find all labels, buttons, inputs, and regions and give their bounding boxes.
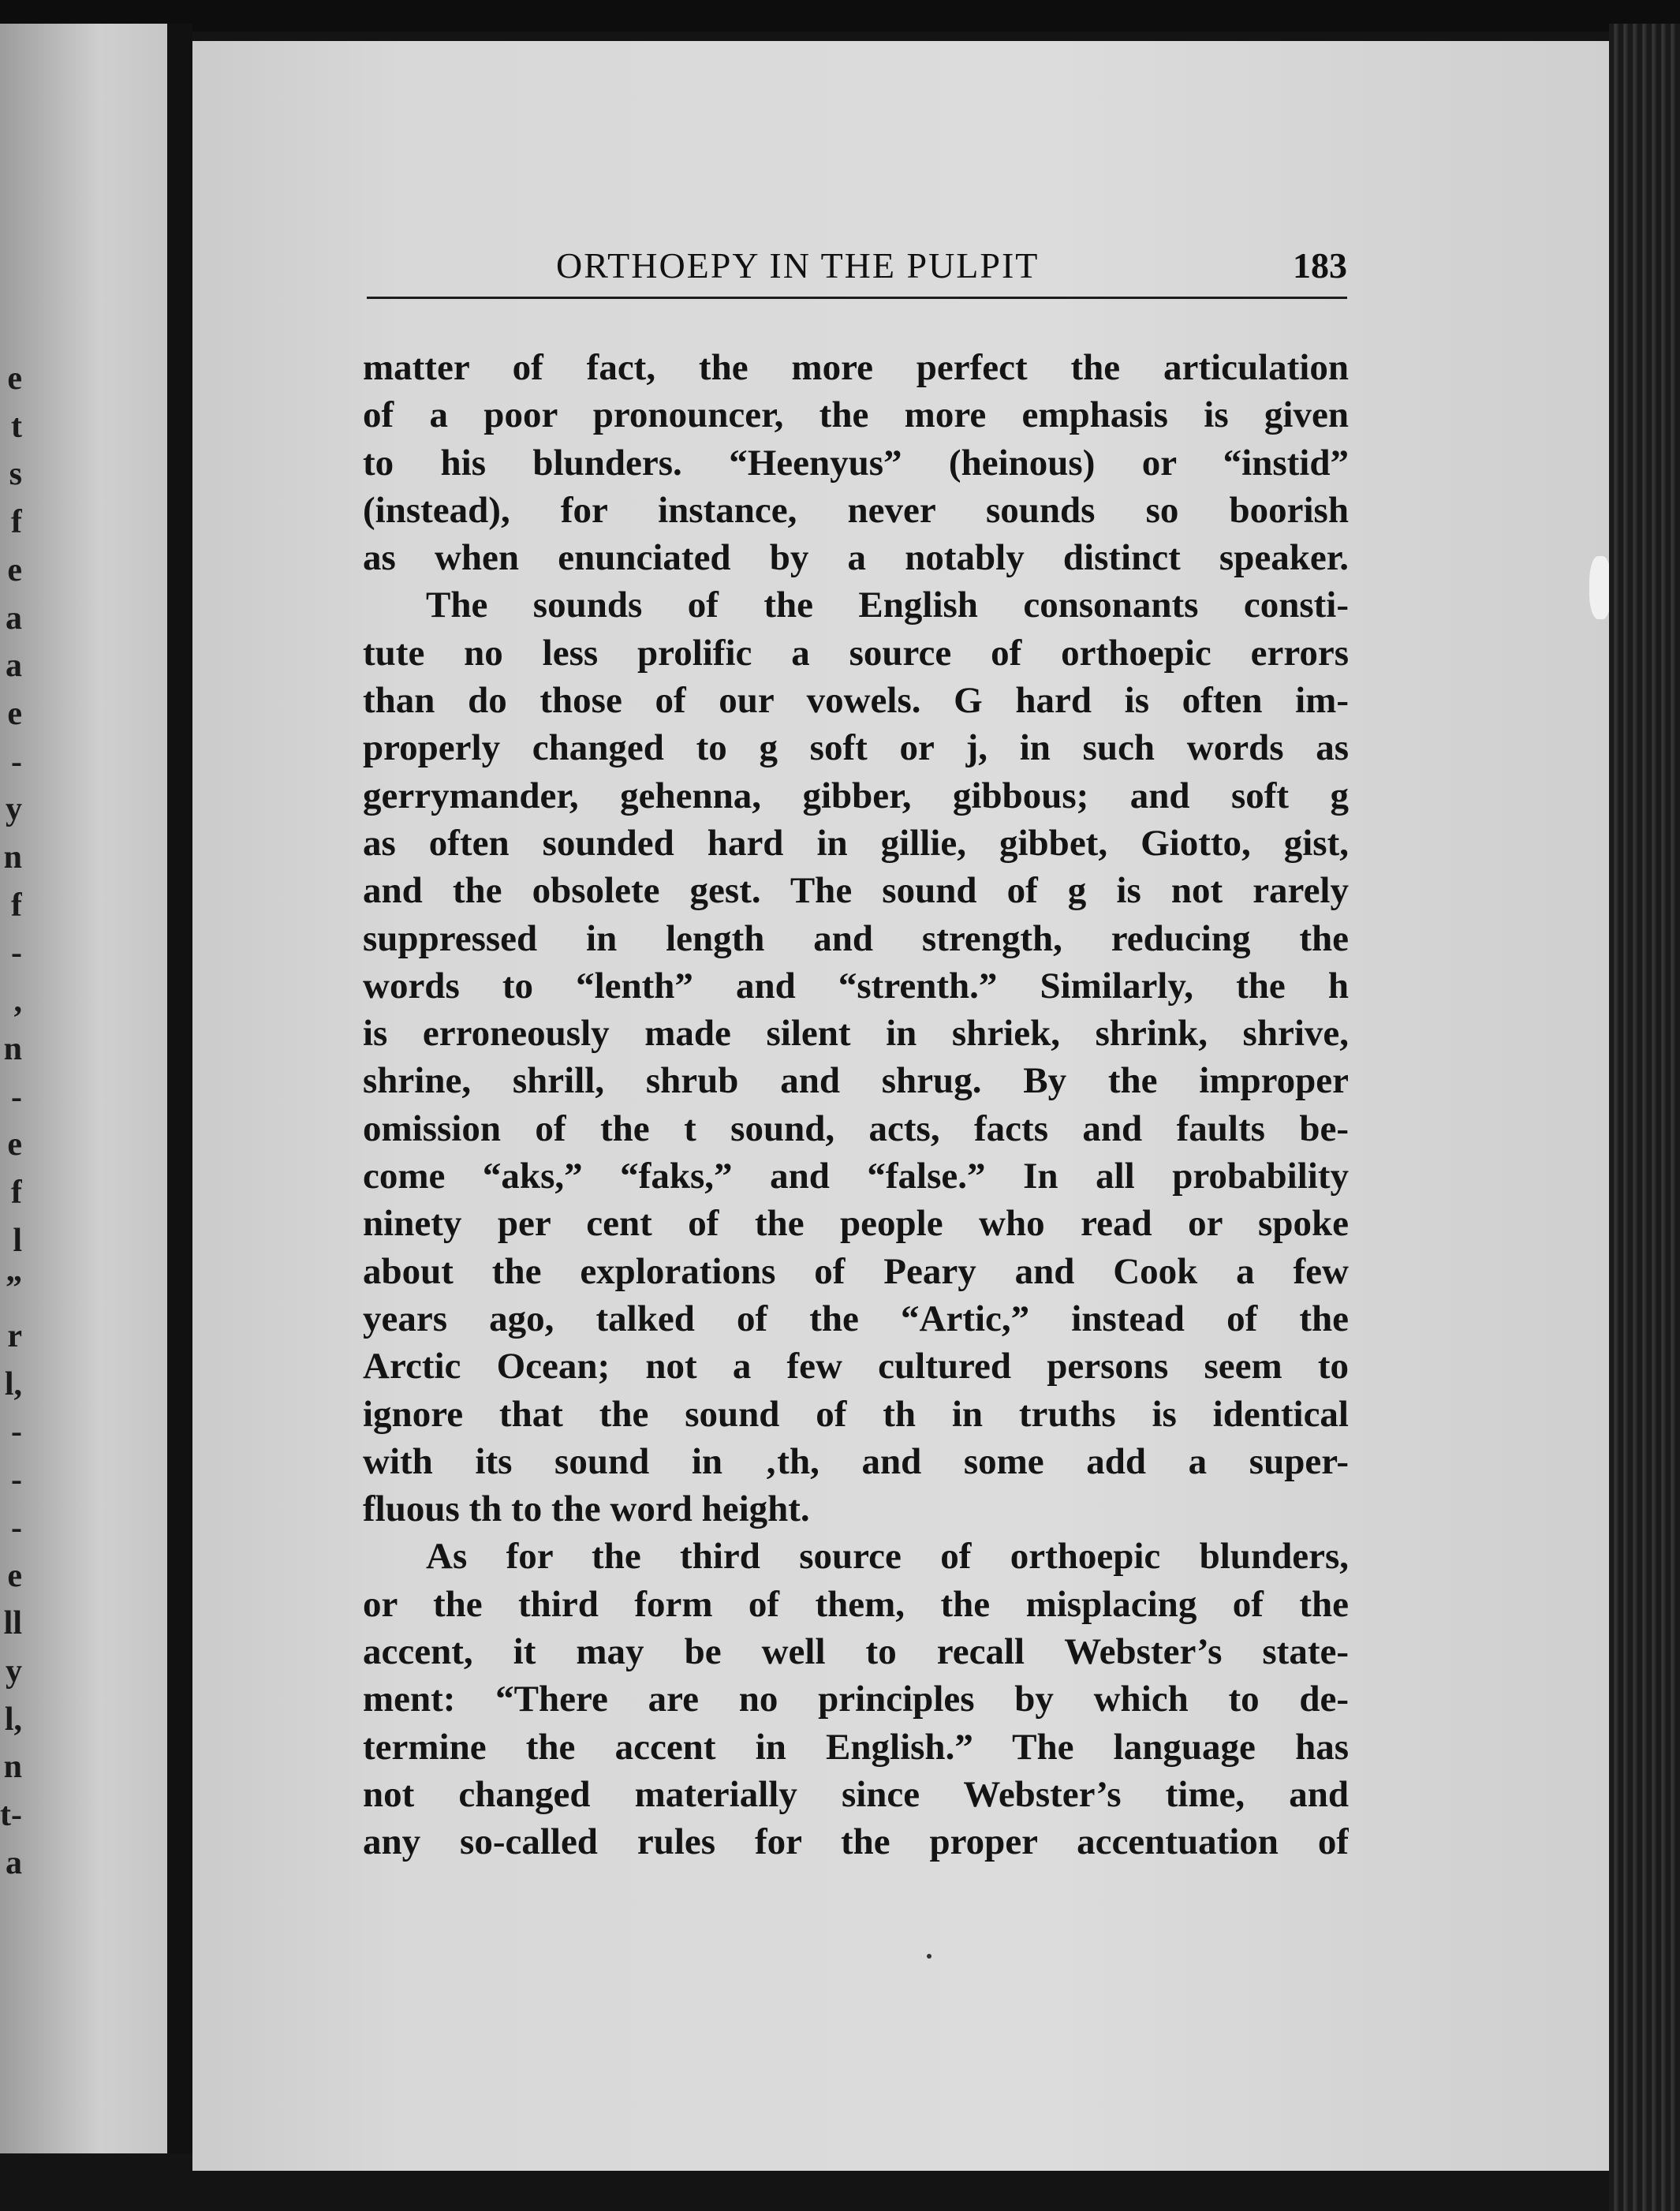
facing-page-fragment: ,	[13, 983, 22, 1020]
facing-page-fragment: e	[7, 360, 22, 397]
text-line: tute no less prolific a source of orthoepic errors	[363, 632, 1349, 674]
text-line: come “aks,” “faks,” and “false.” In all probability	[363, 1156, 1349, 1197]
text-line: (instead), for instance, never sounds so boorish	[363, 489, 1349, 531]
text-line: ignore that the sound of th in truths is identical	[363, 1393, 1349, 1435]
facing-page-fragment: e	[7, 1557, 22, 1594]
facing-page-fragment: -	[11, 1414, 22, 1451]
facing-page-fragment: -	[11, 1509, 22, 1546]
text-line: termine the accent in English.” The language has	[363, 1726, 1349, 1768]
book-gutter	[167, 24, 192, 2153]
facing-page-fragment: n	[3, 1749, 22, 1786]
facing-page-fragment: t	[11, 408, 22, 445]
text-line: matter of fact, the more perfect the articulation	[363, 347, 1349, 388]
scan-top-border	[0, 0, 1680, 32]
text-line: shrine, shrill, shrub and shrug. By the improper	[363, 1060, 1349, 1102]
text-line: fluous th to the word height.	[363, 1488, 810, 1530]
body-text	[363, 344, 1349, 1866]
facing-page-edge	[0, 24, 167, 2153]
text-line: as often sounded hard in gillie, gibbet, Giotto, gist,	[363, 822, 1349, 864]
text-line: Arctic Ocean; not a few cultured persons seem to	[363, 1346, 1349, 1387]
facing-page-fragment: n	[3, 1030, 22, 1067]
facing-page-fragment: a	[6, 599, 22, 637]
page-number: 183	[1293, 245, 1347, 286]
text-line: As for the third source of orthoepic blunders,	[426, 1536, 1349, 1578]
facing-page-fragment: f	[11, 1174, 22, 1211]
facing-page-fragment: r	[7, 1318, 22, 1355]
facing-page-fragment: a	[6, 1844, 22, 1881]
text-line: omission of the t sound, acts, facts and faults be-	[363, 1107, 1349, 1149]
text-line: than do those of our vowels. G hard is often im-	[363, 680, 1349, 722]
facing-page-fragment: l	[13, 1222, 22, 1259]
text-line: as when enunciated by a notably distinct speaker.	[363, 537, 1349, 579]
text-line: years ago, talked of the “Artic,” instead of the	[363, 1298, 1349, 1339]
facing-page-fragment: f	[11, 887, 22, 924]
running-head-title: ORTHOEPY IN THE PULPIT	[556, 245, 1040, 286]
text-line: is erroneously made silent in shriek, shrink, shrive,	[363, 1013, 1349, 1055]
text-line: ment: “There are no principles by which to de-	[363, 1679, 1349, 1720]
facing-page-fragment: y	[6, 791, 22, 828]
text-line: not changed materially since Webster’s time, and	[363, 1773, 1349, 1815]
facing-page-fragment: a	[6, 648, 22, 685]
book-fore-edge	[1609, 24, 1680, 2211]
text-line: gerrymander, gehenna, gibber, gibbous; and soft g	[363, 775, 1349, 816]
text-line: or the third form of them, the misplacing of the	[363, 1583, 1349, 1625]
facing-page-fragment: ll	[3, 1605, 22, 1642]
text-line: The sounds of the English consonants consti-	[426, 584, 1349, 626]
text-line: properly changed to g soft or j, in such words as	[363, 727, 1349, 769]
facing-page-fragment: e	[7, 1126, 22, 1163]
text-line: words to “lenth” and “strenth.” Similarly, the h	[363, 965, 1349, 1007]
facing-page-fragment: n	[3, 839, 22, 876]
page-blemish	[1589, 556, 1611, 619]
facing-page-fragment: -	[11, 743, 22, 780]
text-line: any so-called rules for the proper accentuation of	[363, 1821, 1349, 1863]
text-line: to his blunders. “Heenyus” (heinous) or “instid”	[363, 442, 1349, 484]
facing-page-fragment: s	[9, 456, 22, 493]
facing-page-fragment: y	[6, 1653, 22, 1690]
header-rule	[367, 297, 1347, 299]
facing-page-fragment: f	[11, 504, 22, 541]
facing-page-fragment: t-	[0, 1797, 22, 1834]
facing-page-fragment: -	[11, 1462, 22, 1499]
facing-page-text-fragments	[0, 355, 22, 1888]
text-line: accent, it may be well to recall Webster’s state-	[363, 1631, 1349, 1673]
text-line: and the obsolete gest. The sound of g is not rarely	[363, 870, 1349, 912]
facing-page-fragment: -	[11, 935, 22, 972]
ink-speck	[927, 1954, 931, 1959]
facing-page-fragment: l,	[4, 1365, 22, 1402]
facing-page-fragment: ”	[6, 1270, 22, 1307]
facing-page-fragment: e	[7, 551, 22, 588]
text-line: of a poor pronouncer, the more emphasis is given	[363, 394, 1349, 436]
text-line: ninety per cent of the people who read or spoke	[363, 1203, 1349, 1245]
text-line: about the explorations of Peary and Cook a few	[363, 1250, 1349, 1292]
running-head	[556, 245, 1347, 295]
text-line: suppressed in length and strength, reducing the	[363, 917, 1349, 959]
facing-page-fragment: l,	[4, 1701, 22, 1738]
facing-page-fragment: e	[7, 695, 22, 732]
text-line: with its sound in ‚th, and some add a super-	[363, 1440, 1349, 1482]
facing-page-fragment: -	[11, 1078, 22, 1115]
